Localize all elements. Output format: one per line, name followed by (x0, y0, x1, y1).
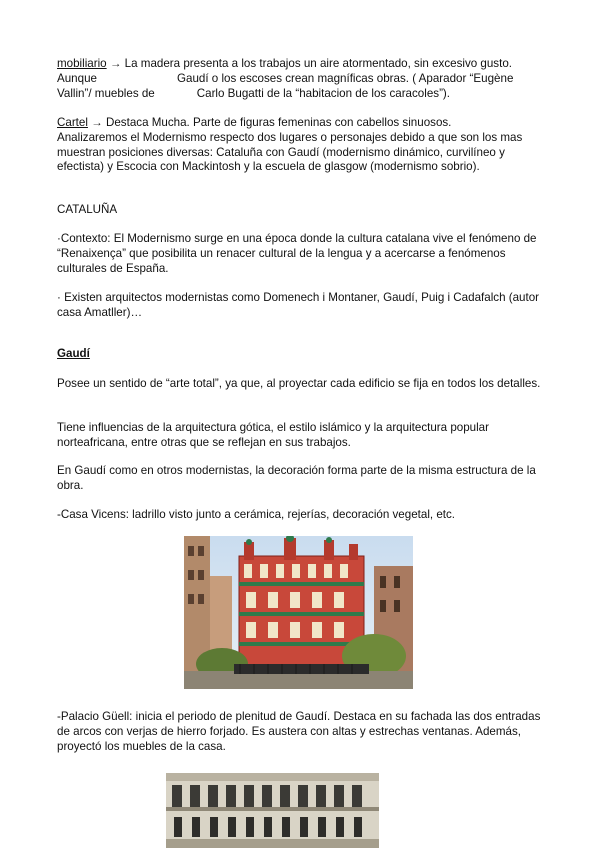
text-block: Analizaremos el Modernismo respecto dos lugares o personajes debido a que son los mas muestran posiciones diversas: Cataluña con Gaudí (modernismo dinámico, curvilíneo y efectista) y Escocia con Mackintosh y la escuela de glasgow (modernismo sobrio). (57, 130, 523, 174)
text-line: Gaudí o los escoses crean magníficas obras. ( Aparador “Eugène (176, 71, 514, 85)
paragraph-casa-vicens: -Casa Vicens: ladrillo visto junto a cerámica, rejerías, decoración vegetal, etc. (57, 508, 456, 521)
paragraph-contexto: ·Contexto: El Modernismo surge en una época donde la cultura catalana vive el fenómeno de “Renaixença” que posibilita un renacer cultural de la lengua y a acercarse a fenómenos culturales de España. (57, 232, 537, 275)
paragraph-decoracion: En Gaudí como en otros modernistas, la decoración forma parte de la misma estructura de la obra. (57, 464, 536, 492)
paragraph-influencias: Tiene influencias de la arquitectura gótica, el estilo islámico y la arquitectura popular norteafricana, entre otras que se reflejan en sus trabajos. (57, 421, 489, 449)
text-line: Aunque (57, 71, 97, 85)
palacio-guell-photo (166, 773, 379, 848)
paragraph-cartel (57, 116, 547, 175)
paragraph-mobiliario (57, 57, 547, 101)
text-line: Vallin”/ muebles de (57, 86, 155, 100)
paragraph-arquitectos: · Existen arquitectos modernistas como Domenech i Montaner, Gaudí, Puig i Cadafalch (autor casa Amatller)… (57, 291, 540, 319)
arrow: → (106, 57, 125, 70)
casa-vicens-photo (184, 536, 413, 689)
text-line: La madera presenta a los trabajos un aire atormentado, sin excesivo gusto. (124, 57, 512, 70)
term-cartel: Cartel (57, 116, 88, 129)
paragraph-arte-total: Posee un sentido de “arte total”, ya que, al proyectar cada edificio se fija en todos los detalles. (57, 377, 541, 390)
heading-gaudi: Gaudí (57, 347, 90, 360)
text-line: Carlo Bugatti de la “habitacion de los caracoles”). (196, 86, 451, 100)
arrow: → (87, 116, 106, 129)
text-line: Destaca Mucha. Parte de figuras femeninas con cabellos sinuosos. (105, 116, 452, 129)
paragraph-palacio-guell: -Palacio Güell: inicia el periodo de plenitud de Gaudí. Destaca en su fachada las dos entradas de arcos con verjas de hierro forjado. Es austera con altas y estrechas ventanas. Además, proyectó los muebles de la casa. (57, 710, 541, 753)
heading-cataluna: CATALUÑA (57, 203, 118, 216)
term-mobiliario: mobiliario (57, 57, 107, 70)
